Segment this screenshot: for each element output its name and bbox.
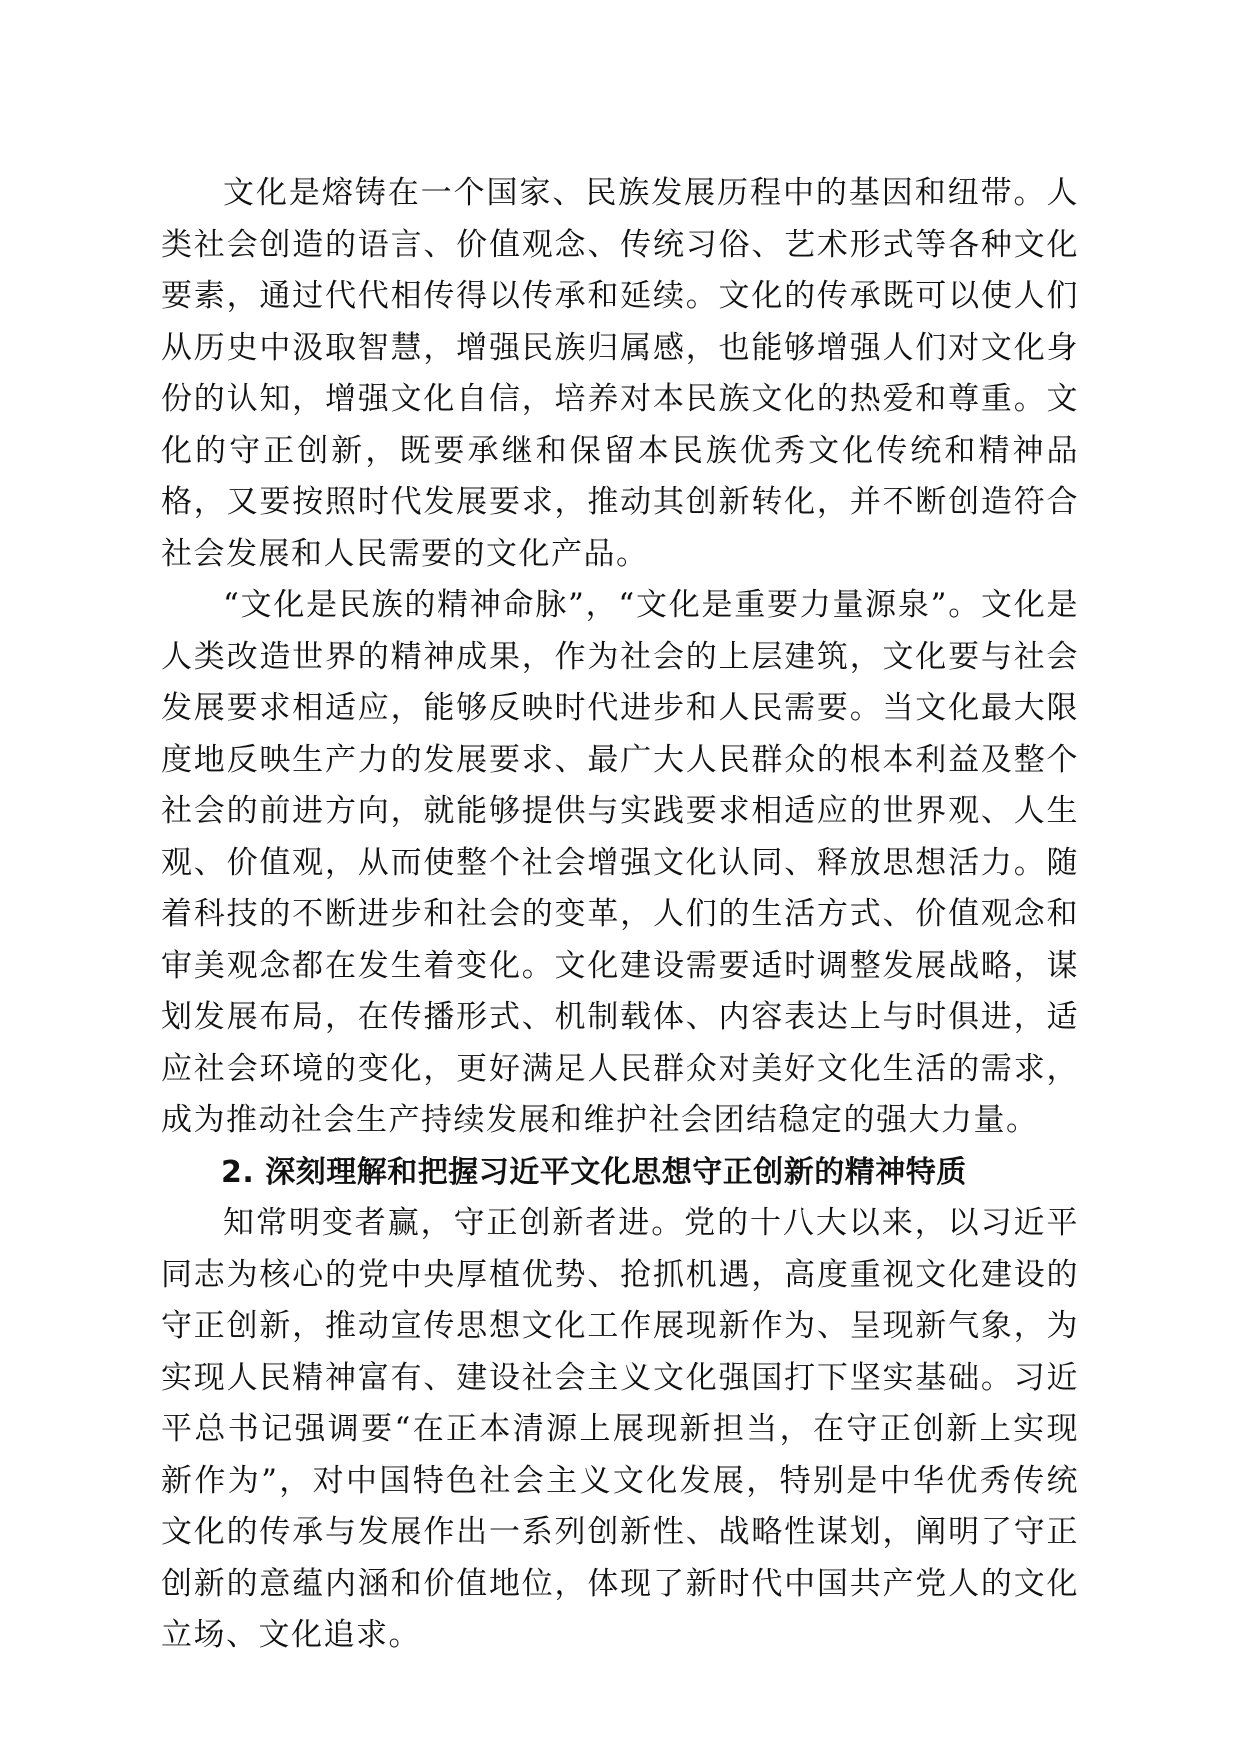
section-heading: 2. 深刻理解和把握习近平文化思想守正创新的精神特质 (221, 1154, 967, 1190)
body-paragraph-3: 知常明变者赢，守正创新者进。党的十八大以来，以习近平同志为核心的党中央厚植优势、抢抓机遇，高度重视文化建设的守正创新，推动宣传思想文化工作展现新作为、呈现新气象，为实现人民精神富有、建设社会主义文化强国打下坚实基础。习近平总书记强调要“在正本清源上展现新担当，在守正创新上实现新作为”，对中国特色社会主义文化发展，特别是中华优秀传统文化的传承与发展作出一系列创新性、战略性谋划，阐明了守正创新的意蕴内涵和价值地位，体现了新时代中国共产党人的文化立场、文化追求。 (161, 1205, 1079, 1653)
body-paragraph-2: “文化是民族的精神命脉”，“文化是重要力量源泉”。文化是人类改造世界的精神成果，作为社会的上层建筑，文化要与社会发展要求相适应，能够反映时代进步和人民需要。当文化最大限度地反映生产力的发展要求、最广大人民群众的根本利益及整个社会的前进方向，就能够提供与实践要求相适应的世界观、人生观、价值观，从而使整个社会增强文化认同、释放思想活力。随着科技的不断进步和社会的变革，人们的生活方式、价值观念和审美观念都在发生着变化。文化建设需要适时调整发展战略，谋划发展布局，在传播形式、机制载体、内容表达上与时俱进，适应社会环境的变化，更好满足人民群众对美好文化生活的需求，成为推动社会生产持续发展和维护社会团结稳定的强大力量。 (161, 587, 1079, 1138)
document-body (161, 168, 1079, 1662)
body-paragraph-1: 文化是熔铸在一个国家、民族发展历程中的基因和纽带。人类社会创造的语言、价值观念、传统习俗、艺术形式等各种文化要素，通过代代相传得以传承和延续。文化的传承既可以使人们从历史中汲取智慧，增强民族归属感，也能够增强人们对文化身份的认知，增强文化自信，培养对本民族文化的热爱和尊重。文化的守正创新，既要承继和保留本民族优秀文化传统和精神品格，又要按照时代发展要求，推动其创新转化，并不断创造符合社会发展和人民需要的文化产品。 (161, 175, 1079, 572)
